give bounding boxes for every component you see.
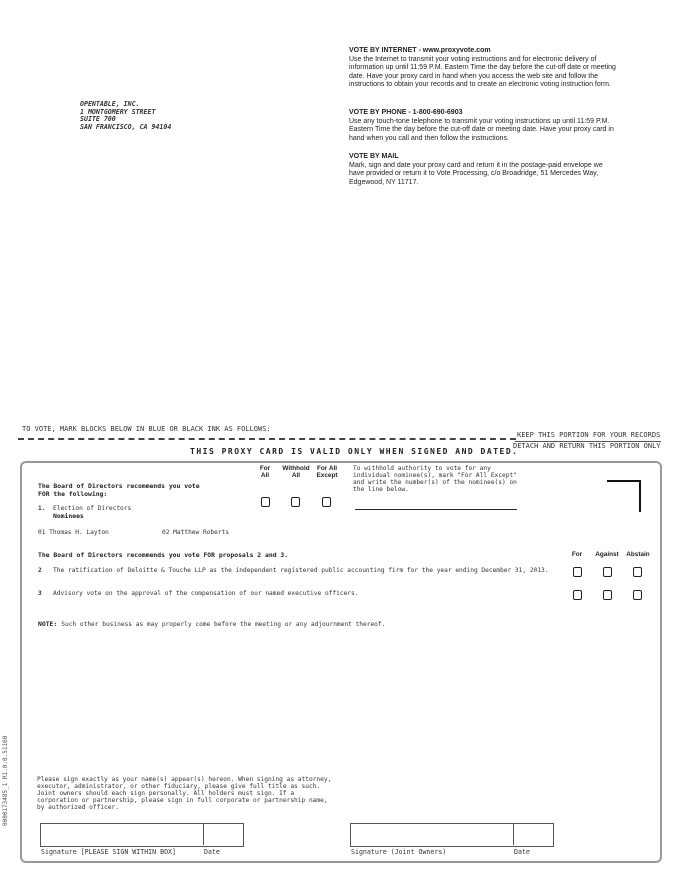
sign-instruction: Please sign exactly as your name(s) appear(s) hereon. When signing as attorney, executor, administrator, or other fiduciary, please give full title as such. Joint owners should each sign personally. All holders must sign. If a corporation or partnership, please sign in full corporate or partnership name, by authorized officer. xyxy=(37,776,332,811)
vote-internet-section xyxy=(349,47,617,90)
vote-phone-body: Use any touch-tone telephone to transmit your voting instructions up until 11:59 P.M. Eastern Time the day before the cut-off date or meeting date. Have your proxy card in hand when you call and then follow the instructions. xyxy=(349,117,614,142)
for-all-header xyxy=(252,465,278,479)
proposal-2-for-checkbox[interactable] xyxy=(573,567,582,577)
detach-line xyxy=(18,438,516,440)
valid-notice: THIS PROXY CARD IS VALID ONLY WHEN SIGNED AND DATED. xyxy=(190,447,519,456)
proposal-3-against-checkbox[interactable] xyxy=(603,590,612,600)
item-1-number: 1. xyxy=(38,505,46,512)
side-control-code: 0000173485_1 R1.0.0.51160 xyxy=(2,735,9,826)
proposal-2-number: 2 xyxy=(38,567,42,574)
for-all-except-header xyxy=(313,465,341,479)
return-address-line-2: 1 MONTGOMERY STREET xyxy=(80,107,156,116)
signature-date-divider xyxy=(203,823,204,845)
against-header: Against xyxy=(595,551,619,558)
signature-box[interactable] xyxy=(40,823,244,847)
keep-portion-label: KEEP THIS PORTION FOR YOUR RECORDS xyxy=(517,431,661,439)
for-all-header-line-1: For xyxy=(259,465,271,472)
return-address xyxy=(80,101,171,131)
proposal-3-for-checkbox[interactable] xyxy=(573,590,582,600)
vote-phone-heading: VOTE BY PHONE - 1-800-690-6903 xyxy=(349,109,463,116)
joint-signature-box[interactable] xyxy=(350,823,554,847)
return-address-line-3: SUITE 700 xyxy=(80,115,116,124)
withhold-all-header xyxy=(279,465,313,479)
vote-internet-heading: VOTE BY INTERNET - www.proxyvote.com xyxy=(349,47,491,54)
vote-mail-heading: VOTE BY MAIL xyxy=(349,153,399,160)
note-label: NOTE: xyxy=(38,620,58,628)
joint-signature-label: Signature (Joint Owners) xyxy=(351,848,447,856)
withhold-all-checkbox[interactable] xyxy=(291,497,300,507)
vote-phone-section xyxy=(349,109,617,143)
for-header: For xyxy=(571,551,583,558)
for-all-except-checkbox[interactable] xyxy=(322,497,331,507)
mark-instruction: TO VOTE, MARK BLOCKS BELOW IN BLUE OR BLACK INK AS FOLLOWS: xyxy=(22,425,271,433)
for-all-header-line-2: All xyxy=(260,472,270,480)
proposal-3-abstain-checkbox[interactable] xyxy=(633,590,642,600)
abstain-header: Abstain xyxy=(626,551,650,558)
return-address-line-4: SAN FRANCISCO, CA 94104 xyxy=(80,122,172,131)
nominee-write-in-line[interactable] xyxy=(355,509,517,510)
joint-signature-date-divider xyxy=(513,823,514,845)
for-all-except-header-line-2: Except xyxy=(316,472,338,480)
proposal-3-text: Advisory vote on the approval of the compensation of our named executive officers. xyxy=(53,590,359,597)
vote-mail-body: Mark, sign and date your proxy card and return it in the postage-paid envelope we have provided or return it to Vote Processing, c/o Broadridge, 51 Mercedes Way, Edgewood, NY 11717. xyxy=(349,161,603,186)
proposal-2-abstain-checkbox[interactable] xyxy=(633,567,642,577)
note xyxy=(38,613,385,631)
corner-mark xyxy=(607,480,641,512)
vote-mail-section xyxy=(349,153,617,187)
signature-date-label: Date xyxy=(204,848,220,856)
return-address-line-1: OPENTABLE, INC. xyxy=(80,100,140,108)
withhold-instruction: To withhold authority to vote for any individual nominee(s), mark "For All Except" and write the number(s) of the nominee(s) on the line below. xyxy=(353,465,517,493)
nominee-1: 01 Thomas H. Layton xyxy=(38,529,109,536)
detach-portion-label: DETACH AND RETURN THIS PORTION ONLY xyxy=(513,442,661,450)
board-recommendation-1-line-1: The Board of Directors recommends you vote xyxy=(38,482,200,490)
withhold-all-header-line-1: Withhold xyxy=(282,465,310,472)
item-1-nominees-label: Nominees xyxy=(53,512,84,520)
for-all-except-header-line-1: For All xyxy=(317,465,337,472)
joint-signature-date-label: Date xyxy=(514,848,530,856)
note-text: Such other business as may properly come before the meeting or any adjournment thereof. xyxy=(61,621,386,628)
proposal-3-number: 3 xyxy=(38,590,42,597)
proposal-2-against-checkbox[interactable] xyxy=(603,567,612,577)
board-recommendation-1-line-2: FOR the following: xyxy=(38,490,108,498)
vote-internet-body: Use the Internet to transmit your voting instructions and for electronic delivery of information up until 11:59 P.M. Eastern Time the day before the cut-off date or meeting date. Have your proxy card in hand when you access the web site and follow the instructions to obtain your records and to create an electronic voting instruction form. xyxy=(349,55,616,89)
withhold-all-header-line-2: All xyxy=(291,472,301,480)
for-all-checkbox[interactable] xyxy=(261,497,270,507)
nominee-2: 02 Matthew Roberts xyxy=(162,529,230,536)
proposal-2-text: The ratification of Deloitte & Touche LLP as the independent registered public accounting firm for the year ending December 31, 2013. xyxy=(53,567,549,574)
signature-label: Signature [PLEASE SIGN WITHIN BOX] xyxy=(41,848,176,856)
item-1-label: Election of Directors xyxy=(53,505,132,512)
board-recommendation-2: The Board of Directors recommends you vote FOR proposals 2 and 3. xyxy=(38,551,289,559)
